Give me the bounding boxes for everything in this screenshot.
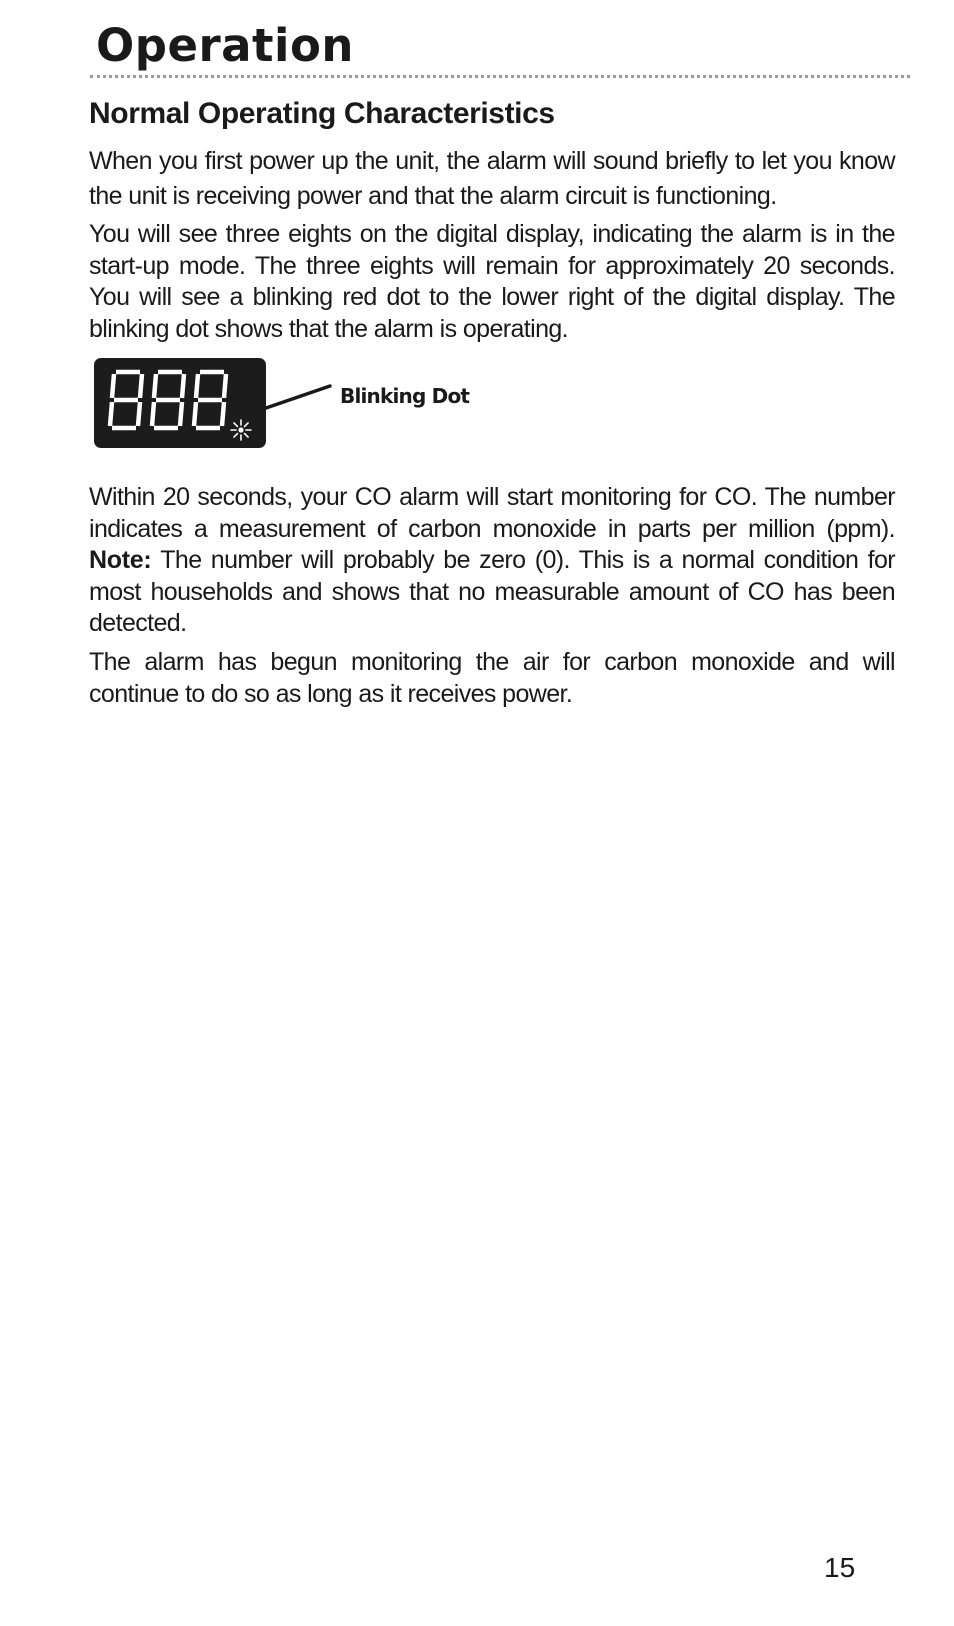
paragraph-power-up: When you first power up the unit, the alarm will sound briefly to let you know the unit is receiving power and that the alarm circuit is functioning. (89, 147, 895, 210)
digit-segment (138, 402, 140, 426)
digital-display-figure (94, 358, 470, 454)
blinking-dot-icon (231, 420, 251, 440)
digit-segment (154, 374, 156, 398)
digit-segment (110, 402, 112, 426)
digit-segment (140, 374, 142, 398)
paragraph-monitoring (89, 482, 895, 640)
blinking-dot-label: Blinking Dot (340, 384, 470, 408)
digit-segment (152, 402, 154, 426)
note-label: Note: (89, 546, 152, 574)
digit-segment (182, 374, 184, 398)
digit-segment (222, 402, 224, 426)
paragraph-note-text: The number will probably be zero (0). This is a normal condition for most households and shows that no measurable amount of CO has been detected. (89, 546, 895, 637)
paragraph-monitoring-text: Within 20 seconds, your CO alarm will start monitoring for CO. The number indicates a measurement of carbon monoxide in parts per million (ppm). (89, 483, 895, 543)
paragraph-continuous-monitoring: The alarm has begun monitoring the air for carbon monoxide and will continue to do so as long as it receives power. (89, 648, 895, 708)
title-divider (90, 75, 910, 78)
page-number: 15 (824, 1552, 856, 1583)
digit-segment (194, 402, 196, 426)
digit-segment (180, 402, 182, 426)
digit-segment (224, 374, 226, 398)
paragraph-startup-mode: You will see three eights on the digital display, indicating the alarm is in the start-up mode. The three eights will remain for approximately 20 seconds. You will see a blinking red dot to the lower right of the digital display. The blinking dot shows that the alarm is operating. (89, 220, 895, 343)
digit-segment (196, 374, 198, 398)
section-heading: Normal Operating Characteristics (89, 97, 555, 130)
digit-segment (112, 374, 114, 398)
page-title: Operation (96, 19, 354, 72)
